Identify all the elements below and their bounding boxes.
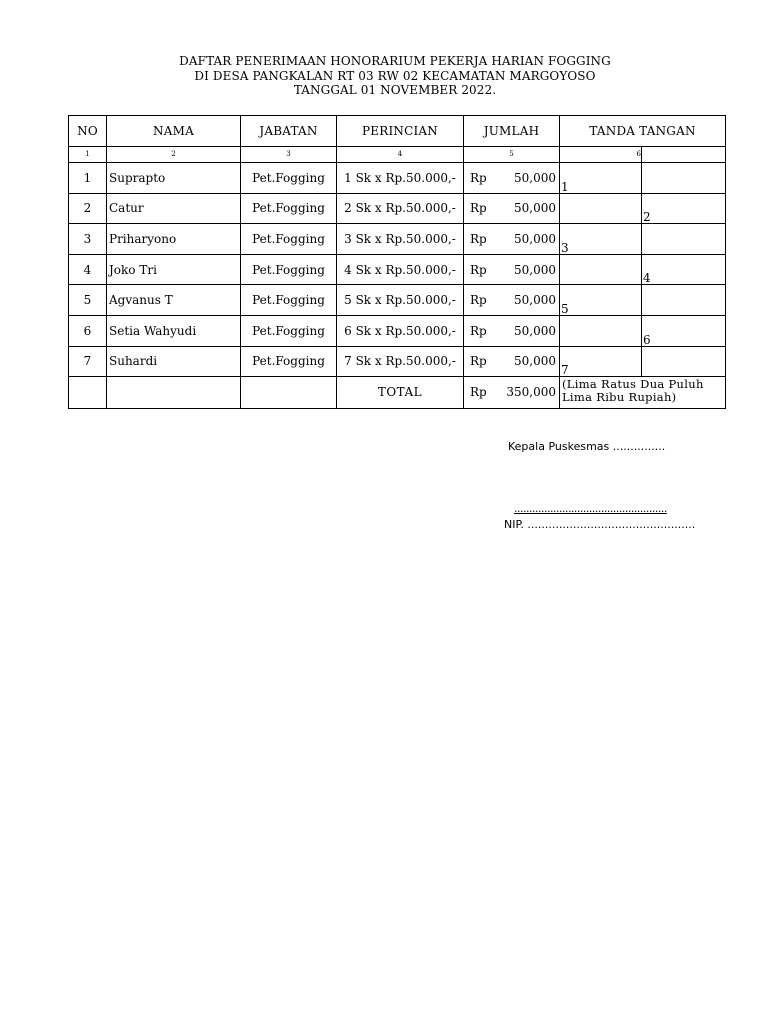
col-number: 2 — [107, 147, 241, 163]
signature-cell-left — [560, 193, 642, 224]
signature-cell-right — [642, 346, 726, 377]
row-amount: 50,000 — [514, 262, 556, 277]
title-line-2: DI DESA PANGKALAN RT 03 RW 02 KECAMATAN MARGOYOSO — [194, 68, 596, 83]
signature-number: 1 — [561, 179, 569, 194]
row-jumlah — [464, 193, 560, 224]
row-jabatan: Pet.Fogging — [241, 285, 337, 316]
table-row — [69, 193, 726, 224]
row-jumlah — [464, 254, 560, 285]
row-nama: Catur — [107, 193, 241, 224]
signature-cell-right — [642, 163, 726, 194]
signature-number: 2 — [643, 210, 651, 225]
header-jumlah: JUMLAH — [464, 116, 560, 147]
col-number: 3 — [241, 147, 337, 163]
header-jabatan: JABATAN — [241, 116, 337, 147]
row-nama: Setia Wahyudi — [107, 315, 241, 346]
row-no: 4 — [69, 254, 107, 285]
row-amount: 50,000 — [514, 231, 556, 246]
header-perincian: PERINCIAN — [337, 116, 464, 147]
row-jabatan: Pet.Fogging — [241, 346, 337, 377]
header-tanda-tangan: TANDA TANGAN — [560, 116, 726, 147]
col-number: 6 — [560, 147, 642, 163]
total-empty-cell — [107, 377, 241, 409]
column-number-row — [69, 147, 726, 163]
row-no: 5 — [69, 285, 107, 316]
row-nama: Priharyono — [107, 224, 241, 255]
table-row — [69, 315, 726, 346]
table-row — [69, 346, 726, 377]
row-currency: Rp — [470, 354, 487, 369]
table-row — [69, 254, 726, 285]
row-nama: Suhardi — [107, 346, 241, 377]
row-perincian: 7 Sk x Rp.50.000,- — [337, 346, 464, 377]
signature-cell-right — [642, 254, 726, 285]
signature-cell-left — [560, 285, 642, 316]
row-no: 7 — [69, 346, 107, 377]
row-perincian: 4 Sk x Rp.50.000,- — [337, 254, 464, 285]
honorarium-table — [68, 115, 726, 409]
col-number: 1 — [69, 147, 107, 163]
signature-cell-right — [642, 193, 726, 224]
header-nama: NAMA — [107, 116, 241, 147]
total-label: TOTAL — [337, 377, 464, 409]
signature-cell-left — [560, 254, 642, 285]
total-empty-cell — [241, 377, 337, 409]
signature-number: 3 — [561, 240, 569, 255]
row-amount: 50,000 — [514, 201, 556, 216]
signature-number: 6 — [643, 332, 651, 347]
row-no: 3 — [69, 224, 107, 255]
row-currency: Rp — [470, 323, 487, 338]
row-perincian: 1 Sk x Rp.50.000,- — [337, 163, 464, 194]
row-perincian: 6 Sk x Rp.50.000,- — [337, 315, 464, 346]
signature-name-line: ................................................... — [514, 502, 667, 515]
total-empty-cell — [69, 377, 107, 409]
total-amount: 350,000 — [506, 385, 556, 400]
signature-cell-right — [642, 315, 726, 346]
document-title — [0, 54, 768, 98]
signature-cell-left — [560, 346, 642, 377]
signature-number: 7 — [561, 363, 569, 378]
row-currency: Rp — [470, 170, 487, 185]
row-nama: Joko Tri — [107, 254, 241, 285]
signature-title: Kepala Puskesmas ............... — [508, 440, 666, 453]
signature-cell-left — [560, 163, 642, 194]
row-amount: 50,000 — [514, 323, 556, 338]
col-number: 4 — [337, 147, 464, 163]
table-row — [69, 285, 726, 316]
signature-cell-right — [642, 224, 726, 255]
row-jumlah — [464, 163, 560, 194]
title-line-3: TANGGAL 01 NOVEMBER 2022. — [293, 83, 497, 97]
total-row — [69, 377, 726, 409]
row-currency: Rp — [470, 231, 487, 246]
row-jabatan: Pet.Fogging — [241, 163, 337, 194]
total-amount-cell — [464, 377, 560, 409]
signature-cell-left — [560, 224, 642, 255]
total-currency: Rp — [470, 385, 487, 400]
signature-number: 4 — [643, 271, 651, 286]
table-row — [69, 163, 726, 194]
row-amount: 50,000 — [514, 170, 556, 185]
row-no: 6 — [69, 315, 107, 346]
signature-cell-left — [560, 315, 642, 346]
row-no: 2 — [69, 193, 107, 224]
signature-nip: NIP. ................................................ — [504, 518, 696, 531]
col-number-empty — [642, 147, 726, 163]
row-currency: Rp — [470, 201, 487, 216]
row-jumlah — [464, 285, 560, 316]
row-jabatan: Pet.Fogging — [241, 315, 337, 346]
row-nama: Suprapto — [107, 163, 241, 194]
row-nama: Agvanus T — [107, 285, 241, 316]
row-perincian: 5 Sk x Rp.50.000,- — [337, 285, 464, 316]
table-header-row — [69, 116, 726, 147]
signature-number: 5 — [561, 301, 569, 316]
row-perincian: 3 Sk x Rp.50.000,- — [337, 224, 464, 255]
row-jabatan: Pet.Fogging — [241, 224, 337, 255]
row-jumlah — [464, 346, 560, 377]
header-no: NO — [69, 116, 107, 147]
row-no: 1 — [69, 163, 107, 194]
row-jumlah — [464, 315, 560, 346]
row-perincian: 2 Sk x Rp.50.000,- — [337, 193, 464, 224]
row-jabatan: Pet.Fogging — [241, 193, 337, 224]
row-amount: 50,000 — [514, 293, 556, 308]
row-amount: 50,000 — [514, 354, 556, 369]
col-number: 5 — [464, 147, 560, 163]
row-jabatan: Pet.Fogging — [241, 254, 337, 285]
title-line-1: DAFTAR PENERIMAAN HONORARIUM PEKERJA HARIAN FOGGING — [179, 54, 611, 68]
row-jumlah — [464, 224, 560, 255]
signature-cell-right — [642, 285, 726, 316]
total-in-words: (Lima Ratus Dua Puluh Lima Ribu Rupiah) — [560, 377, 726, 409]
row-currency: Rp — [470, 262, 487, 277]
table-row — [69, 224, 726, 255]
row-currency: Rp — [470, 293, 487, 308]
